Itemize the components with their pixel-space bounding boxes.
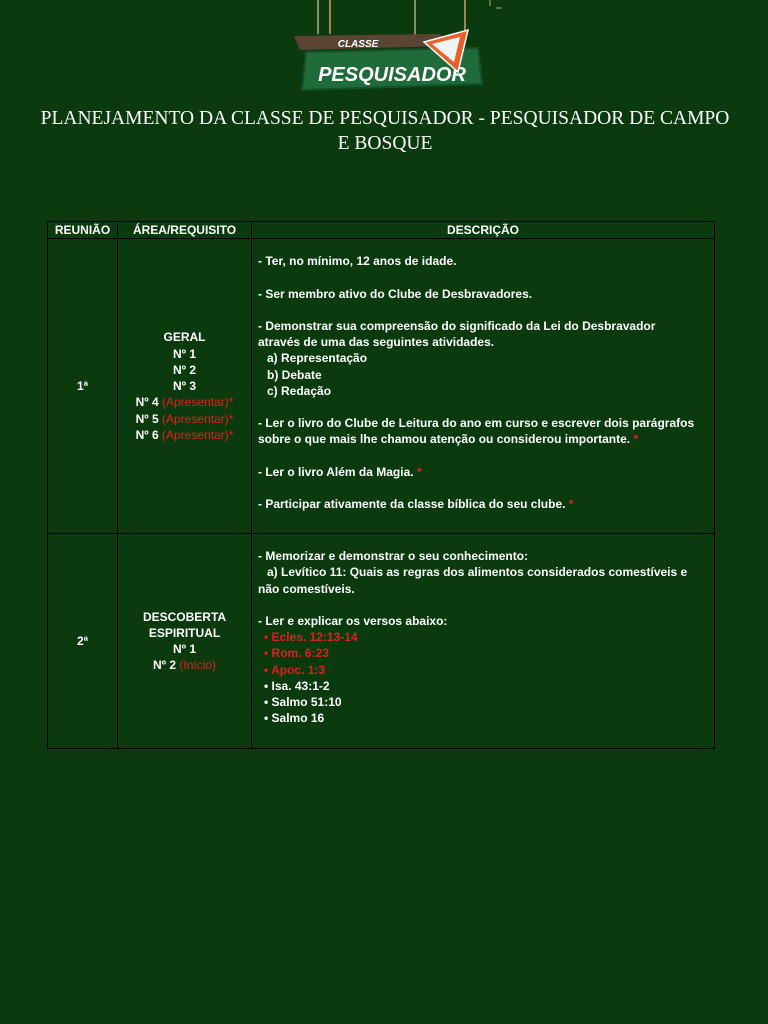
verse-item: • Apoc. 1:3 bbox=[264, 662, 326, 677]
table-row bbox=[48, 239, 715, 534]
planning-table bbox=[47, 221, 715, 749]
verse-item: • Ecles. 12:13-14 bbox=[264, 630, 358, 645]
logo-main-label: PESQUISADOR bbox=[318, 64, 466, 86]
requirement-item: Nº 4 (Apresentar)* bbox=[135, 395, 234, 410]
description-paragraph: - Participar ativamente da classe bíblica do seu clube. * bbox=[258, 497, 574, 512]
table-header-row bbox=[48, 222, 715, 239]
requirement-item: Nº 2 (Início) bbox=[152, 658, 217, 673]
description-paragraph: - Ler e explicar os versos abaixo: • Ecles. 12:13-14 • Rom. 6:23 • Apoc. 1:3 • Isa. 43:1-2 • Salmo 51:10 • Salmo 16 bbox=[258, 613, 708, 726]
verse-item: • Rom. 6:23 bbox=[264, 646, 329, 661]
area-name: ESPIRITUAL bbox=[148, 626, 221, 640]
description-paragraph: - Ler o livro Além da Magia. * bbox=[258, 464, 422, 479]
requirement-item: Nº 6 (Apresentar)* bbox=[135, 427, 234, 442]
verse-item: • Salmo 16 bbox=[264, 711, 325, 726]
meeting-number: 2ª bbox=[48, 534, 118, 749]
header-description: DESCRIÇÃO bbox=[252, 222, 715, 239]
area-requirements bbox=[118, 239, 252, 534]
area-name: DESCOBERTA bbox=[142, 609, 227, 624]
required-star: * bbox=[568, 497, 574, 512]
meeting-number: 1ª bbox=[48, 239, 118, 534]
requirement-item: Nº 5 (Apresentar)* bbox=[135, 411, 234, 426]
requirement-item: Nº 3 bbox=[172, 379, 197, 394]
requirement-item: Nº 1 bbox=[172, 346, 197, 361]
description-paragraph: - Ter, no mínimo, 12 anos de idade. bbox=[258, 254, 457, 269]
verse-item: • Isa. 43:1-2 bbox=[264, 678, 330, 693]
requirement-description bbox=[252, 239, 715, 534]
requirement-item: Nº 1 bbox=[172, 642, 197, 657]
header-meeting: REUNIÃO bbox=[48, 222, 118, 239]
area-requirements bbox=[118, 534, 252, 749]
description-paragraph: - Demonstrar sua compreensão do significado da Lei do Desbravador através de uma das seguintes atividades. a) Representação b) Debate c) Redação bbox=[258, 318, 656, 398]
description-paragraph: - Ler o livro do Clube de Leitura do ano em curso e escrever dois parágrafos sobre o que mais lhe chamou atenção ou considerou importante. * bbox=[258, 416, 695, 447]
description-paragraph: - Ser membro ativo do Clube de Desbravadores. bbox=[258, 286, 533, 301]
logo-top-label: CLASSE bbox=[337, 39, 379, 50]
class-logo bbox=[0, 0, 768, 100]
verse-item: • Salmo 51:10 bbox=[264, 695, 342, 710]
header-area: ÁREA/REQUISITO bbox=[118, 222, 252, 239]
area-name: GERAL bbox=[163, 330, 206, 345]
table-row bbox=[48, 534, 715, 749]
requirement-item: Nº 2 bbox=[172, 362, 197, 377]
description-paragraph: - Memorizar e demonstrar o seu conhecimento: a) Levítico 11: Quais as regras dos alimentos considerados comestíveis e não comestíveis. bbox=[258, 549, 688, 596]
page-title: PLANEJAMENTO DA CLASSE DE PESQUISADOR - PESQUISADOR DE CAMPO E BOSQUE bbox=[40, 108, 730, 154]
requirement-description bbox=[252, 534, 715, 749]
required-star: * bbox=[416, 464, 422, 479]
required-star: * bbox=[633, 432, 639, 447]
